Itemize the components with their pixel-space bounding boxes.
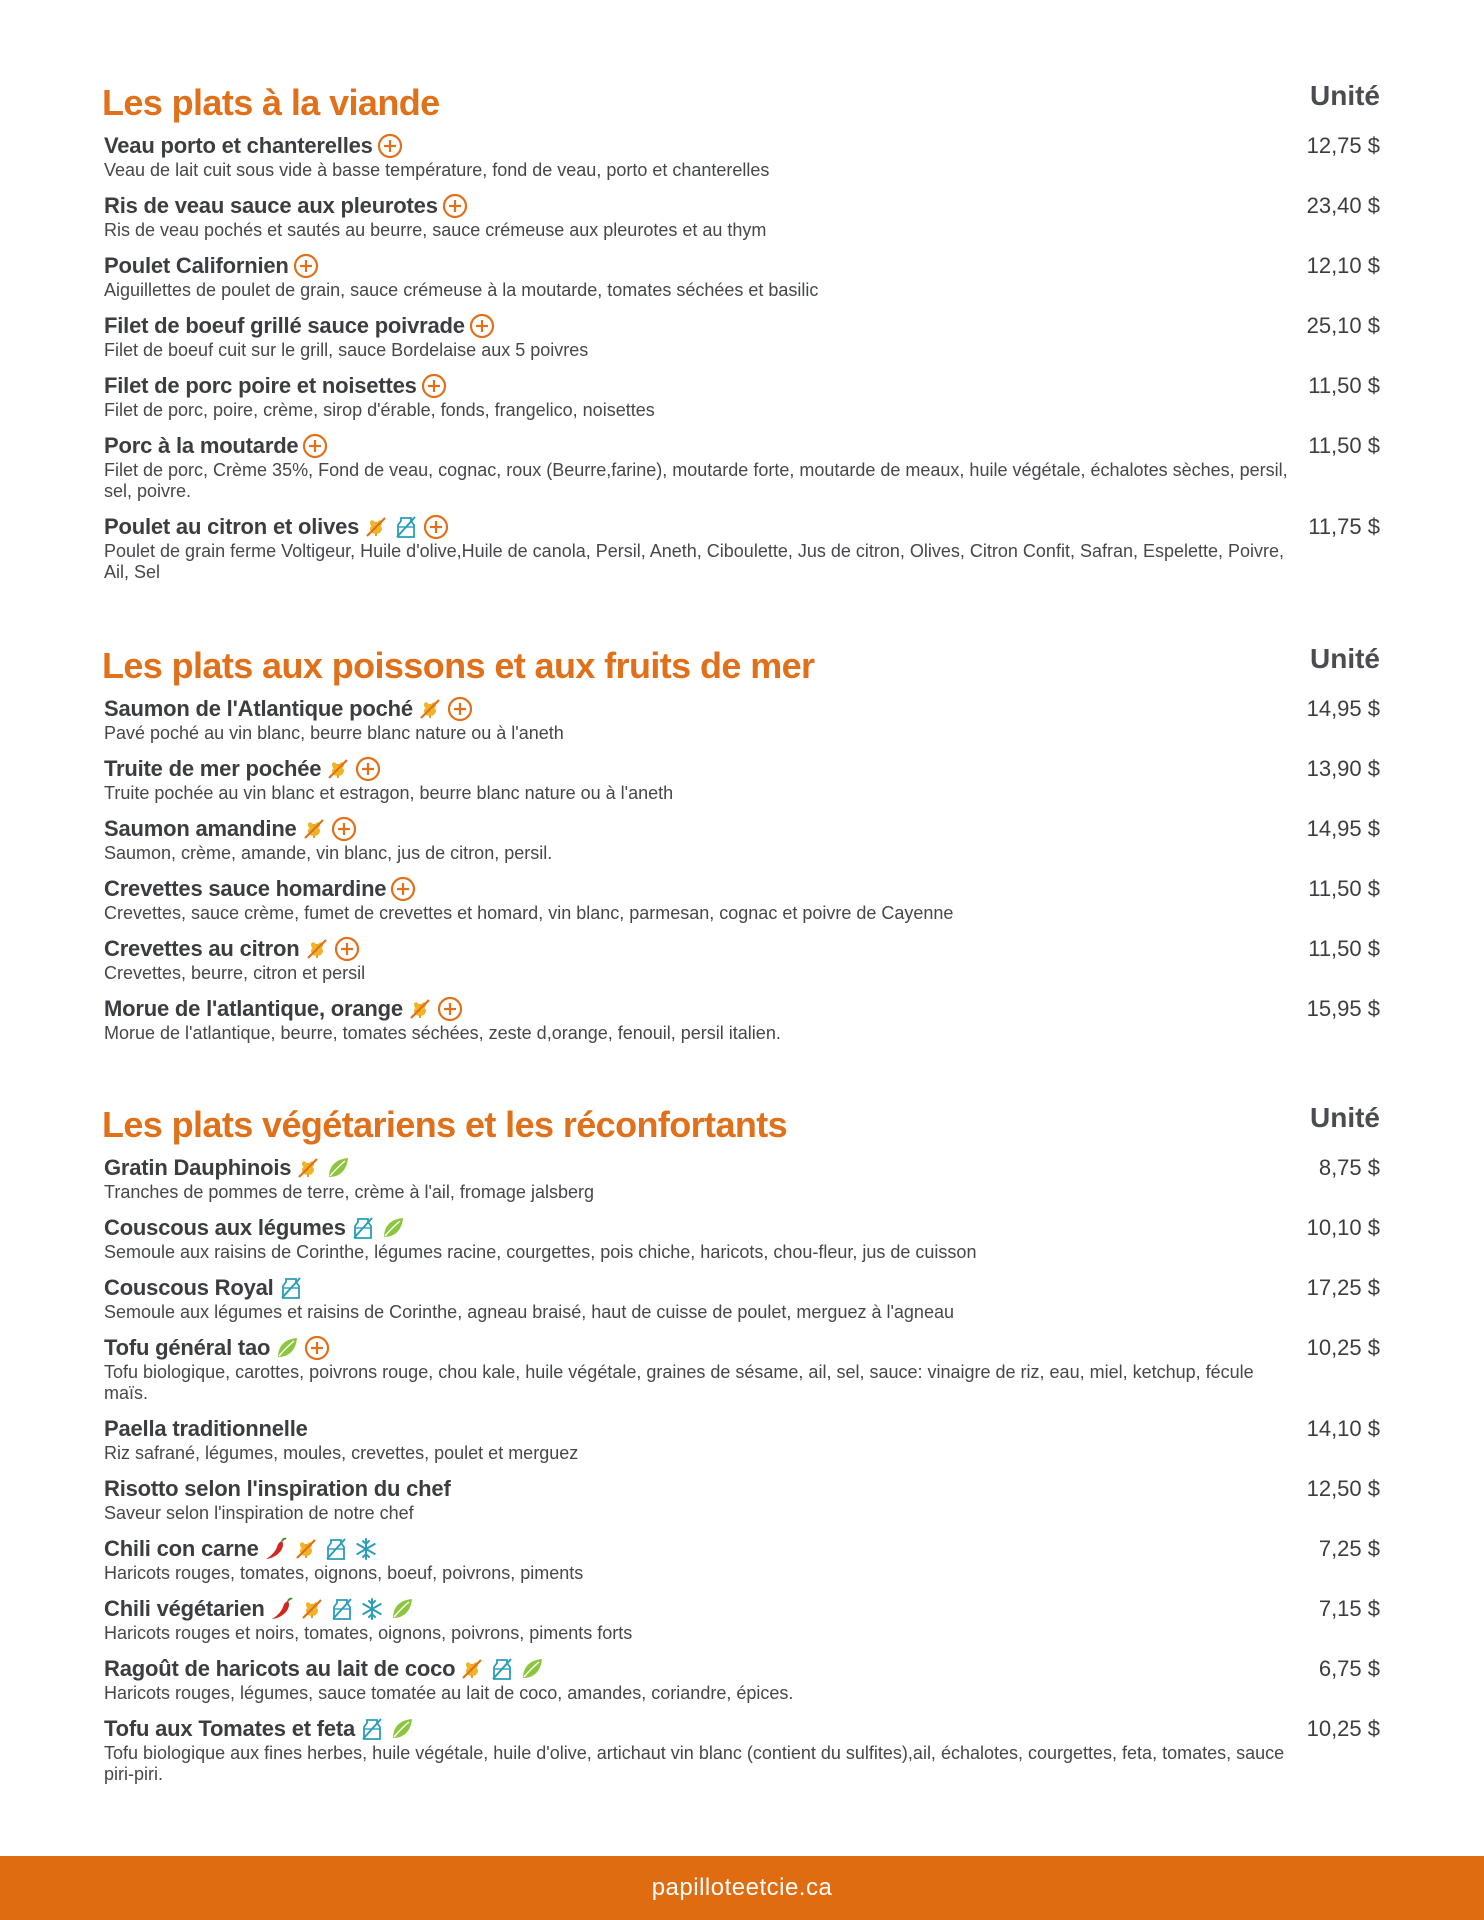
menu-item-price: 25,10 $ bbox=[1306, 313, 1380, 338]
lactose-free-icon bbox=[278, 1275, 304, 1301]
menu-item-name-row bbox=[104, 1274, 1380, 1302]
menu-item-name: Risotto selon l'inspiration du chef bbox=[104, 1476, 451, 1501]
section-title: Les plats aux poissons et aux fruits de mer bbox=[102, 645, 815, 686]
menu-item-description: Crevettes, beurre, citron et persil bbox=[104, 963, 366, 983]
menu-item-description: Riz safrané, légumes, moules, crevettes, poulet et merguez bbox=[104, 1443, 579, 1463]
menu-item-description: Filet de boeuf cuit sur le grill, sauce Bordelaise aux 5 poivres bbox=[104, 340, 589, 360]
menu-item-name: Poulet au citron et olives bbox=[104, 514, 360, 539]
plus-icon[interactable] bbox=[304, 1335, 330, 1361]
menu-item-description: Aiguillettes de poulet de grain, sauce crémeuse à la moutarde, tomates séchées et basilic bbox=[104, 280, 819, 300]
menu-item-name-row bbox=[104, 1535, 1380, 1563]
gluten-free-icon bbox=[459, 1656, 485, 1682]
menu-item-description: Haricots rouges et noirs, tomates, oignons, poivrons, piments forts bbox=[104, 1623, 633, 1643]
menu-item-name: Tofu aux Tomates et feta bbox=[104, 1716, 356, 1741]
menu-item-price: 17,25 $ bbox=[1306, 1275, 1380, 1300]
menu-item-icons bbox=[274, 1335, 330, 1361]
menu-item-name-row bbox=[104, 1475, 1380, 1503]
section-fish-seafood-dishes bbox=[104, 645, 1380, 1055]
menu-item-price: 12,50 $ bbox=[1306, 1476, 1380, 1501]
menu-item-name: Ris de veau sauce aux pleurotes bbox=[104, 193, 438, 218]
gluten-free-icon bbox=[299, 1596, 325, 1622]
menu-item-name-row bbox=[104, 695, 1380, 723]
menu-item-name-row bbox=[104, 432, 1380, 460]
menu-item-price: 23,40 $ bbox=[1306, 193, 1380, 218]
menu-item-icons bbox=[377, 133, 403, 159]
vegetarian-leaf-icon bbox=[389, 1596, 415, 1622]
plus-icon[interactable] bbox=[423, 514, 449, 540]
menu-item-price: 10,25 $ bbox=[1306, 1716, 1380, 1741]
menu-item-name-row bbox=[104, 1415, 1380, 1443]
section-vegetarian-comfort-dishes bbox=[104, 1104, 1380, 1796]
menu-item-description: Tofu biologique aux fines herbes, huile végétale, huile d'olive, artichaut vin blanc (contient du sulfites),ail, échalotes, courgettes, feta, tomates, sauce piri-piri. bbox=[104, 1743, 1285, 1784]
menu-item bbox=[104, 1535, 1380, 1584]
vegetarian-leaf-icon bbox=[380, 1215, 406, 1241]
menu-item-name: Veau porto et chanterelles bbox=[104, 133, 373, 158]
section-header bbox=[104, 1104, 1380, 1154]
lactose-free-icon bbox=[489, 1656, 515, 1682]
plus-icon[interactable] bbox=[331, 816, 357, 842]
menu-item bbox=[104, 815, 1380, 864]
menu-item-name: Ragoût de haricots au lait de coco bbox=[104, 1656, 456, 1681]
menu-item-name: Filet de porc poire et noisettes bbox=[104, 373, 417, 398]
menu-item bbox=[104, 695, 1380, 744]
lactose-free-icon bbox=[350, 1215, 376, 1241]
menu-item-price: 14,10 $ bbox=[1306, 1416, 1380, 1441]
menu-item-name-row bbox=[104, 513, 1380, 541]
menu-item bbox=[104, 1214, 1380, 1263]
menu-item-name: Gratin Dauphinois bbox=[104, 1155, 292, 1180]
menu-item bbox=[104, 312, 1380, 361]
section-header bbox=[104, 82, 1380, 132]
plus-icon[interactable] bbox=[334, 936, 360, 962]
lactose-free-icon bbox=[359, 1716, 385, 1742]
menu-item bbox=[104, 432, 1380, 502]
menu-item-price: 11,50 $ bbox=[1308, 433, 1380, 458]
menu-item-name-row bbox=[104, 1334, 1380, 1362]
menu-item-icons bbox=[469, 313, 495, 339]
section-title: Les plats à la viande bbox=[102, 82, 440, 123]
menu-item-name-row bbox=[104, 1154, 1380, 1182]
menu-item-icons bbox=[269, 1596, 415, 1622]
gluten-free-icon bbox=[301, 816, 327, 842]
menu-item-description: Haricots rouges, tomates, oignons, boeuf, poivrons, piments bbox=[104, 1563, 584, 1583]
menu-item-name: Couscous aux légumes bbox=[104, 1215, 346, 1240]
menu-item-price: 10,25 $ bbox=[1306, 1335, 1380, 1360]
menu-item bbox=[104, 1274, 1380, 1323]
menu-item bbox=[104, 513, 1380, 583]
menu-item bbox=[104, 1475, 1380, 1524]
menu-item-price: 11,50 $ bbox=[1308, 876, 1380, 901]
menu-item-price: 14,95 $ bbox=[1306, 816, 1380, 841]
vegetarian-leaf-icon bbox=[389, 1716, 415, 1742]
menu-item-price: 7,25 $ bbox=[1318, 1536, 1380, 1561]
menu-item-icons bbox=[325, 756, 381, 782]
menu-item-name-row bbox=[104, 1214, 1380, 1242]
plus-icon[interactable] bbox=[437, 996, 463, 1022]
menu-item-name: Paella traditionnelle bbox=[104, 1416, 308, 1441]
menu-item-icons bbox=[301, 816, 357, 842]
vegetarian-leaf-icon bbox=[274, 1335, 300, 1361]
menu-item-price: 11,50 $ bbox=[1308, 936, 1380, 961]
plus-icon[interactable] bbox=[355, 756, 381, 782]
menu-item bbox=[104, 935, 1380, 984]
menu-item-icons bbox=[459, 1656, 545, 1682]
menu-item-name: Couscous Royal bbox=[104, 1275, 274, 1300]
menu-item bbox=[104, 1655, 1380, 1704]
menu-item-icons bbox=[417, 696, 473, 722]
menu-item-name: Filet de boeuf grillé sauce poivrade bbox=[104, 313, 465, 338]
menu-item-icons bbox=[359, 1716, 415, 1742]
plus-icon[interactable] bbox=[469, 313, 495, 339]
menu-item-price: 15,95 $ bbox=[1306, 996, 1380, 1021]
menu-item-icons bbox=[390, 876, 416, 902]
plus-icon[interactable] bbox=[442, 193, 468, 219]
menu-item bbox=[104, 1595, 1380, 1644]
unit-column-header: Unité bbox=[1310, 643, 1380, 674]
section-title: Les plats végétariens et les réconfortants bbox=[102, 1104, 788, 1145]
freezable-snowflake-icon bbox=[359, 1596, 385, 1622]
lactose-free-icon bbox=[323, 1536, 349, 1562]
gluten-free-icon bbox=[417, 696, 443, 722]
menu-item-icons bbox=[442, 193, 468, 219]
menu-item-description: Ris de veau pochés et sautés au beurre, sauce crémeuse aux pleurotes et au thym bbox=[104, 220, 767, 240]
menu-item-name-row bbox=[104, 372, 1380, 400]
gluten-free-icon bbox=[293, 1536, 319, 1562]
menu-item bbox=[104, 132, 1380, 181]
menu-item-name-row bbox=[104, 252, 1380, 280]
unit-column-header: Unité bbox=[1310, 1102, 1380, 1133]
menu-item-price: 12,10 $ bbox=[1306, 253, 1380, 278]
menu-item-name: Poulet Californien bbox=[104, 253, 289, 278]
menu-item-price: 8,75 $ bbox=[1318, 1155, 1380, 1180]
menu-item-price: 11,75 $ bbox=[1308, 514, 1380, 539]
menu-item-name: Tofu général tao bbox=[104, 1335, 271, 1360]
spicy-pepper-icon bbox=[269, 1596, 295, 1622]
menu-item-icons bbox=[293, 253, 319, 279]
spicy-pepper-icon bbox=[263, 1536, 289, 1562]
menu-item-price: 10,10 $ bbox=[1306, 1215, 1380, 1240]
menu-item-description: Poulet de grain ferme Voltigeur, Huile d'olive,Huile de canola, Persil, Aneth, Ciboulette, Jus de citron, Olives, Citron Confit, Safran, Espelette, Poivre, Ail, Sel bbox=[104, 541, 1285, 582]
menu-item-description: Morue de l'atlantique, beurre, tomates séchées, zeste d,orange, fenouil, persil italien. bbox=[104, 1023, 781, 1043]
menu-item-icons bbox=[407, 996, 463, 1022]
menu-item-price: 11,50 $ bbox=[1308, 373, 1380, 398]
menu-item-name: Chili végétarien bbox=[104, 1596, 265, 1621]
menu-item-description: Haricots rouges, légumes, sauce tomatée au lait de coco, amandes, coriandre, épices. bbox=[104, 1683, 794, 1703]
menu-item-description: Pavé poché au vin blanc, beurre blanc nature ou à l'aneth bbox=[104, 723, 564, 743]
gluten-free-icon bbox=[325, 756, 351, 782]
lactose-free-icon bbox=[329, 1596, 355, 1622]
menu-item bbox=[104, 372, 1380, 421]
vegetarian-leaf-icon bbox=[519, 1656, 545, 1682]
menu-item-description: Tranches de pommes de terre, crème à l'ail, fromage jalsberg bbox=[104, 1182, 594, 1202]
menu-item-name-row bbox=[104, 1715, 1380, 1743]
gluten-free-icon bbox=[304, 936, 330, 962]
section-header bbox=[104, 645, 1380, 695]
menu-item-name: Chili con carne bbox=[104, 1536, 259, 1561]
menu-item-icons bbox=[295, 1155, 351, 1181]
menu-item-name-row bbox=[104, 132, 1380, 160]
plus-icon[interactable] bbox=[293, 253, 319, 279]
menu-item-name: Saumon de l'Atlantique poché bbox=[104, 696, 413, 721]
menu-item-price: 6,75 $ bbox=[1318, 1656, 1380, 1681]
vegetarian-leaf-icon bbox=[325, 1155, 351, 1181]
menu-item-name-row bbox=[104, 192, 1380, 220]
unit-column-header: Unité bbox=[1310, 80, 1380, 111]
menu-item-description: Semoule aux légumes et raisins de Corinthe, agneau braisé, haut de cuisse de poulet, merguez à l'agneau bbox=[104, 1302, 954, 1322]
menu-item bbox=[104, 192, 1380, 241]
menu-item-name: Truite de mer pochée bbox=[104, 756, 322, 781]
menu-item-description: Semoule aux raisins de Corinthe, légumes racine, courgettes, pois chiche, haricots, chou-fleur, jus de cuisson bbox=[104, 1242, 977, 1262]
menu-item bbox=[104, 1715, 1380, 1785]
menu-item bbox=[104, 252, 1380, 301]
plus-icon[interactable] bbox=[390, 876, 416, 902]
menu-item-name-row bbox=[104, 935, 1380, 963]
menu-item bbox=[104, 875, 1380, 924]
menu-item-icons bbox=[263, 1536, 379, 1562]
menu-item-name: Crevettes au citron bbox=[104, 936, 300, 961]
menu-item-price: 13,90 $ bbox=[1306, 756, 1380, 781]
menu-item-price: 7,15 $ bbox=[1318, 1596, 1380, 1621]
menu-item-description: Saumon, crème, amande, vin blanc, jus de citron, persil. bbox=[104, 843, 553, 863]
menu-item-description: Veau de lait cuit sous vide à basse température, fond de veau, porto et chanterelles bbox=[104, 160, 770, 180]
menu-item-name: Porc à la moutarde bbox=[104, 433, 299, 458]
menu-item-name-row bbox=[104, 875, 1380, 903]
menu-item-price: 14,95 $ bbox=[1306, 696, 1380, 721]
plus-icon[interactable] bbox=[447, 696, 473, 722]
menu-item-description: Filet de porc, poire, crème, sirop d'érable, fonds, frangelico, noisettes bbox=[104, 400, 655, 420]
menu-item-description: Crevettes, sauce crème, fumet de crevettes et homard, vin blanc, parmesan, cognac et poivre de Cayenne bbox=[104, 903, 954, 923]
menu-item bbox=[104, 1154, 1380, 1203]
footer-bar bbox=[0, 1856, 1484, 1920]
footer-website-link[interactable]: papilloteetcie.ca bbox=[651, 1874, 833, 1901]
menu-item-name: Saumon amandine bbox=[104, 816, 297, 841]
menu-item-price: 12,75 $ bbox=[1306, 133, 1380, 158]
plus-icon[interactable] bbox=[302, 433, 328, 459]
gluten-free-icon bbox=[295, 1155, 321, 1181]
menu-item-name-row bbox=[104, 755, 1380, 783]
menu-item-icons bbox=[363, 514, 449, 540]
menu-item-icons bbox=[278, 1275, 304, 1301]
menu-item-name: Crevettes sauce homardine bbox=[104, 876, 387, 901]
plus-icon[interactable] bbox=[377, 133, 403, 159]
menu-item-icons bbox=[304, 936, 360, 962]
menu-item-name-row bbox=[104, 1655, 1380, 1683]
menu-item bbox=[104, 755, 1380, 804]
gluten-free-icon bbox=[407, 996, 433, 1022]
menu-item-icons bbox=[302, 433, 328, 459]
freezable-snowflake-icon bbox=[353, 1536, 379, 1562]
menu-item-description: Truite pochée au vin blanc et estragon, beurre blanc nature ou à l'aneth bbox=[104, 783, 674, 803]
menu-item-name-row bbox=[104, 1595, 1380, 1623]
lactose-free-icon bbox=[393, 514, 419, 540]
section-meat-dishes bbox=[104, 82, 1380, 594]
menu-item bbox=[104, 1415, 1380, 1464]
menu-item-icons bbox=[350, 1215, 406, 1241]
menu-item-description: Filet de porc, Crème 35%, Fond de veau, cognac, roux (Beurre,farine), moutarde forte, moutarde de meaux, huile végétale, échalotes sèches, persil, sel, poivre. bbox=[104, 460, 1288, 501]
plus-icon[interactable] bbox=[421, 373, 447, 399]
menu-item bbox=[104, 1334, 1380, 1404]
menu-item-name: Morue de l'atlantique, orange bbox=[104, 996, 403, 1021]
menu-item-description: Tofu biologique, carottes, poivrons rouge, chou kale, huile végétale, graines de sésame, ail, sel, sauce: vinaigre de riz, eau, miel, ketchup, fécule maïs. bbox=[104, 1362, 1254, 1403]
menu-item-name-row bbox=[104, 995, 1380, 1023]
menu-item bbox=[104, 995, 1380, 1044]
menu-item-name-row bbox=[104, 815, 1380, 843]
menu-item-name-row bbox=[104, 312, 1380, 340]
menu-item-icons bbox=[421, 373, 447, 399]
gluten-free-icon bbox=[363, 514, 389, 540]
menu-item-description: Saveur selon l'inspiration de notre chef bbox=[104, 1503, 414, 1523]
